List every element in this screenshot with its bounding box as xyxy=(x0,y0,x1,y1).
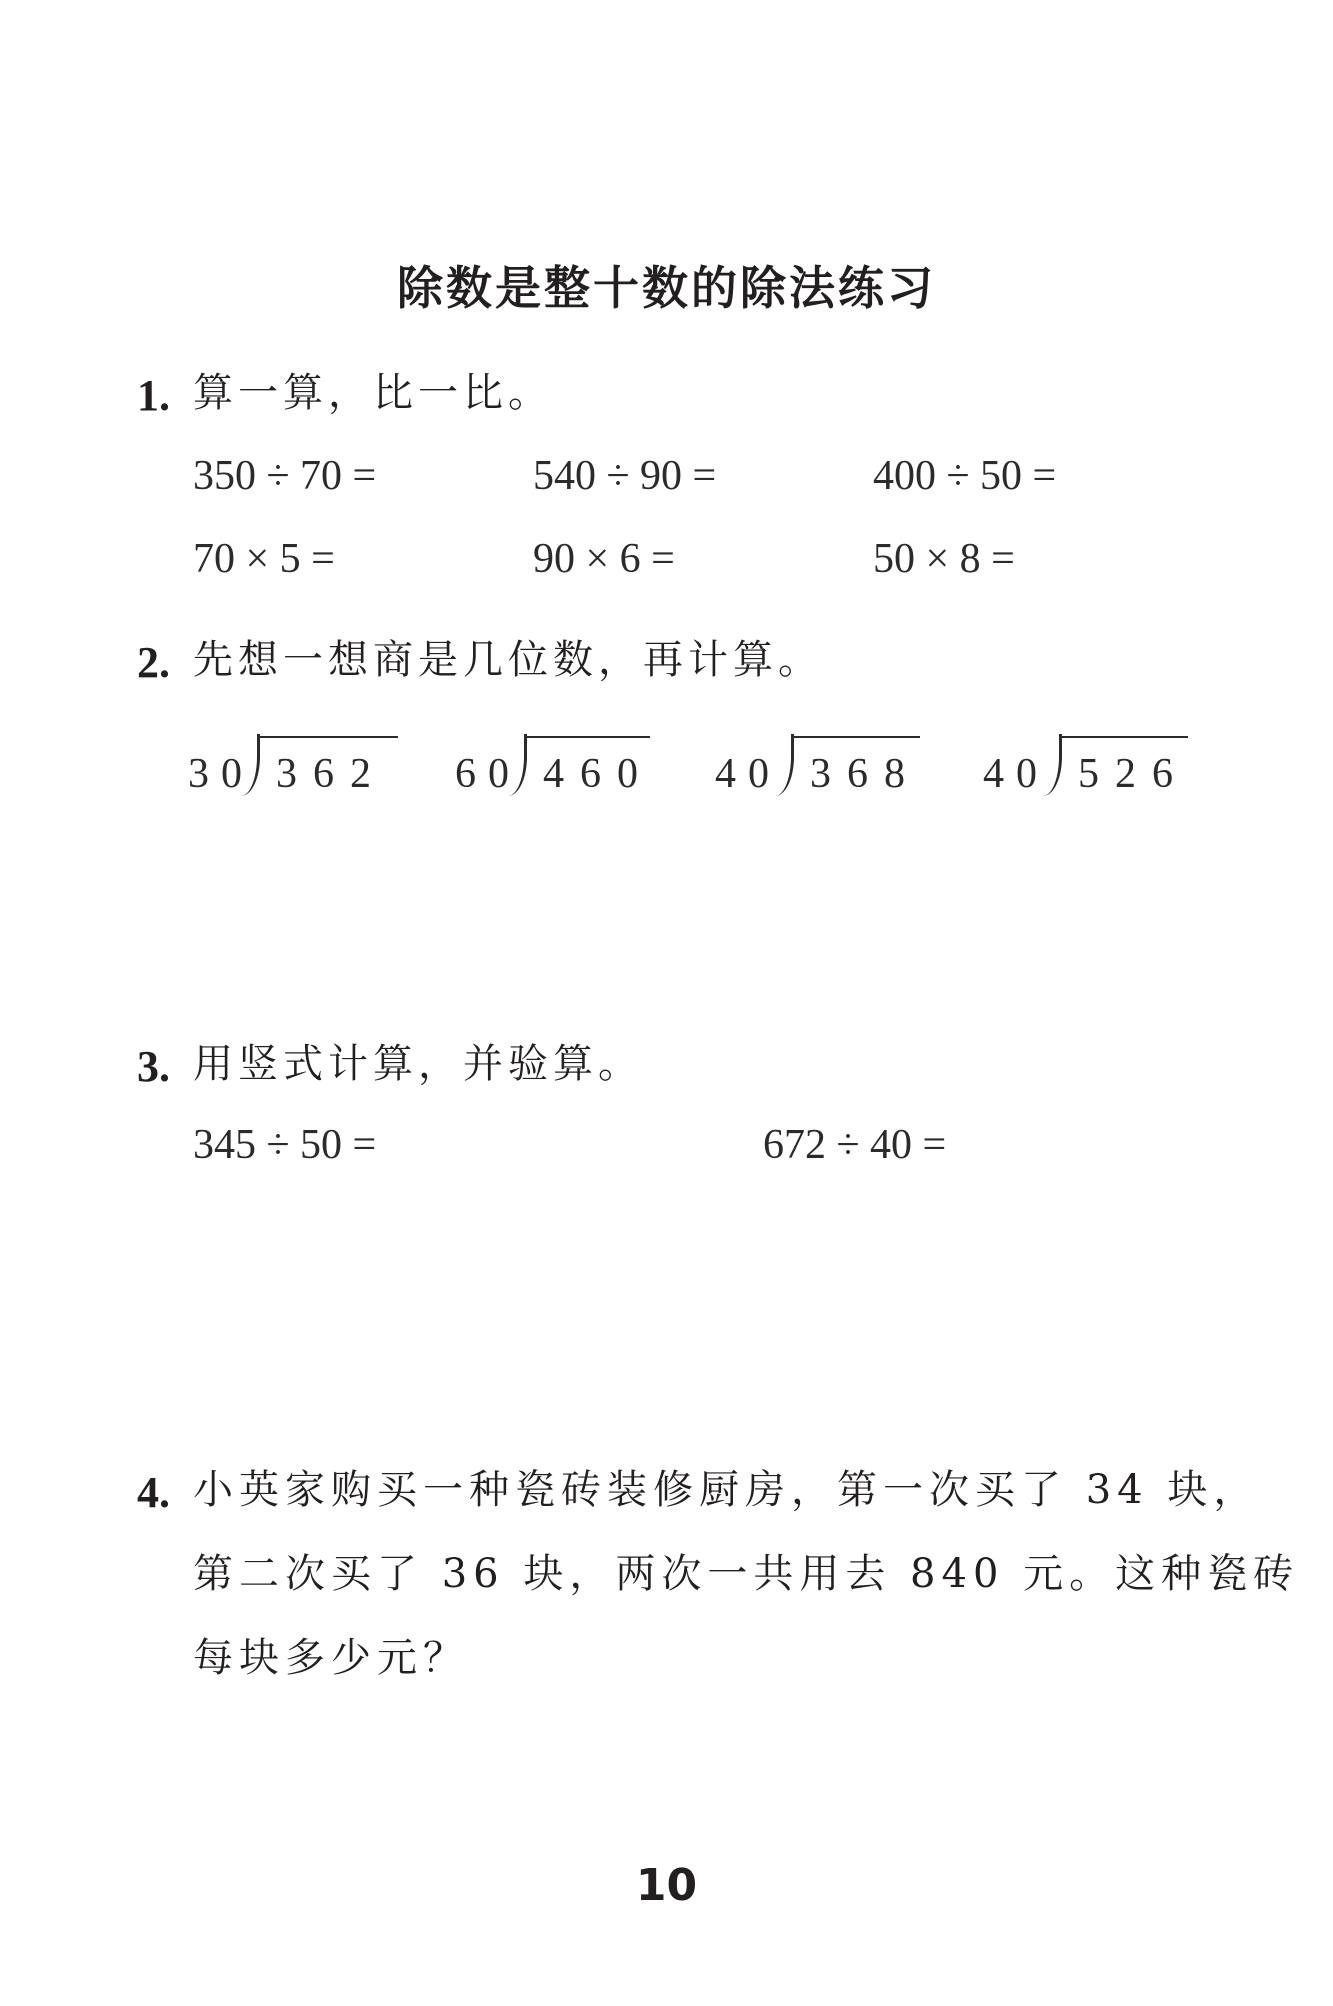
division-bar xyxy=(525,736,650,738)
divisor: 40 xyxy=(983,751,1049,797)
divisor: 30 xyxy=(188,751,254,797)
divisor: 40 xyxy=(715,751,781,797)
long-division-1 xyxy=(188,730,398,810)
division-bar xyxy=(258,736,398,738)
page-number: 10 xyxy=(635,1860,698,1911)
q1-expression-2: 540 ÷ 90 = xyxy=(533,453,717,499)
question-4-line-2: 第二次买了 36 块，两次一共用去 840 元。这种瓷砖 xyxy=(193,1551,1300,1597)
division-bracket xyxy=(1043,734,1062,796)
division-bracket xyxy=(241,734,260,796)
q1-expression-4: 70 × 5 = xyxy=(193,536,335,582)
question-2-text: 先想一想商是几位数，再计算。 xyxy=(193,637,823,683)
long-division-4 xyxy=(983,730,1188,810)
division-bracket xyxy=(775,734,794,796)
q1-expression-5: 90 × 6 = xyxy=(533,536,675,582)
question-2-number: 2. xyxy=(137,638,170,687)
question-1-number: 1. xyxy=(137,371,170,420)
dividend: 526 xyxy=(1078,751,1189,797)
question-3-text: 用竖式计算，并验算。 xyxy=(193,1041,643,1087)
division-bar xyxy=(1060,736,1188,738)
long-division-3 xyxy=(715,730,920,810)
dividend: 368 xyxy=(810,751,921,797)
q1-expression-6: 50 × 8 = xyxy=(873,536,1015,582)
q1-expression-1: 350 ÷ 70 = xyxy=(193,453,377,499)
dividend: 460 xyxy=(543,751,654,797)
page-title: 除数是整十数的除法练习 xyxy=(397,261,936,315)
dividend: 362 xyxy=(276,751,387,797)
division-bar xyxy=(792,736,920,738)
long-division-2 xyxy=(455,730,654,810)
q3-expression-1: 345 ÷ 50 = xyxy=(193,1122,377,1168)
divisor: 60 xyxy=(455,751,521,797)
question-4-number: 4. xyxy=(137,1468,170,1517)
question-3-number: 3. xyxy=(137,1042,170,1091)
q3-expression-2: 672 ÷ 40 = xyxy=(763,1122,947,1168)
q1-expression-3: 400 ÷ 50 = xyxy=(873,453,1057,499)
division-bracket xyxy=(508,734,527,796)
question-4-line-3: 每块多少元？ xyxy=(193,1635,469,1681)
question-1-text: 算一算，比一比。 xyxy=(193,370,553,416)
question-4-line-1: 小英家购买一种瓷砖装修厨房，第一次买了 34 块， xyxy=(193,1467,1260,1513)
